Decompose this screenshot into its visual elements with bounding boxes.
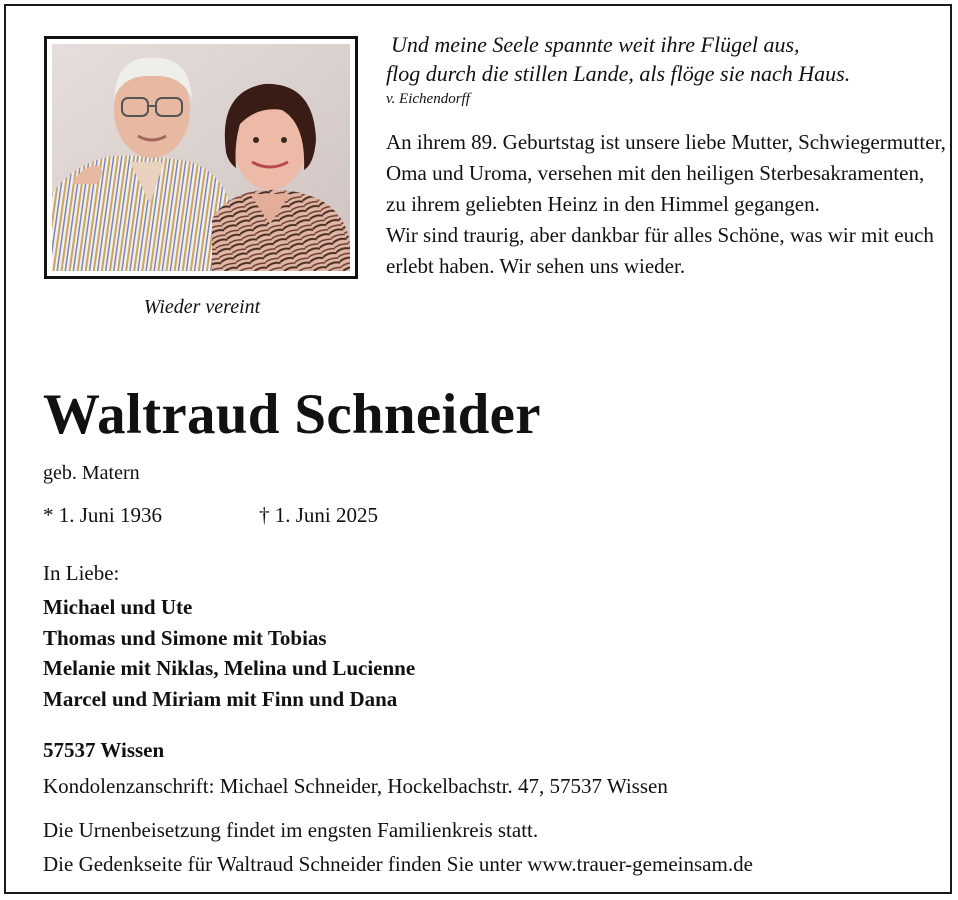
mourner-line: Thomas und Simone mit Tobias (43, 625, 327, 650)
burial-note: Die Urnenbeisetzung findet im engsten Familienkreis statt. (43, 818, 539, 842)
mourners-list (43, 592, 415, 714)
mourner-line: Melanie mit Niklas, Melina und Lucienne (43, 656, 416, 680)
birth-date: * 1. Juni 1936 (43, 503, 163, 527)
poem-line-1: Und meine Seele spannte weit ihre Flügel aus, (391, 32, 800, 57)
mourner-line: Michael und Ute (43, 595, 193, 619)
mourners-intro: In Liebe: (43, 561, 120, 585)
photo-caption: Wieder vereint (143, 296, 261, 318)
deceased-name: Waltraud Schneider (43, 383, 541, 446)
birth-name: geb. Matern (43, 462, 140, 484)
mourner-line: Marcel und Miriam mit Finn und Dana (43, 686, 398, 711)
couple-photo (52, 44, 350, 271)
poem-line-2: flog durch die stillen Lande, als flöge sie nach Haus. (386, 61, 851, 86)
poem (386, 30, 850, 110)
photo-frame (44, 36, 358, 279)
message-paragraph-1: An ihrem 89. Geburtstag ist unsere liebe Mutter, Schwiegermutter, Oma und Uroma, versehen mit den heiligen Sterbesakramenten, zu ihrem geliebten Heinz in den Himmel gegangen. (386, 130, 946, 216)
message-paragraph-2: Wir sind traurig, aber dankbar für alles Schöne, was wir mit euch erlebt haben. Wir sehen uns wieder. (386, 223, 934, 278)
condolence-address: Kondolenzanschrift: Michael Schneider, Hockelbachstr. 47, 57537 Wissen (43, 774, 668, 798)
poem-author: v. Eichendorff (386, 91, 470, 107)
memorial-note: Die Gedenkseite für Waltraud Schneider finden Sie unter www.trauer-gemeinsam.de (43, 852, 753, 876)
city: 57537 Wissen (43, 738, 165, 762)
death-date: † 1. Juni 2025 (259, 503, 379, 527)
obituary-message (386, 127, 946, 282)
